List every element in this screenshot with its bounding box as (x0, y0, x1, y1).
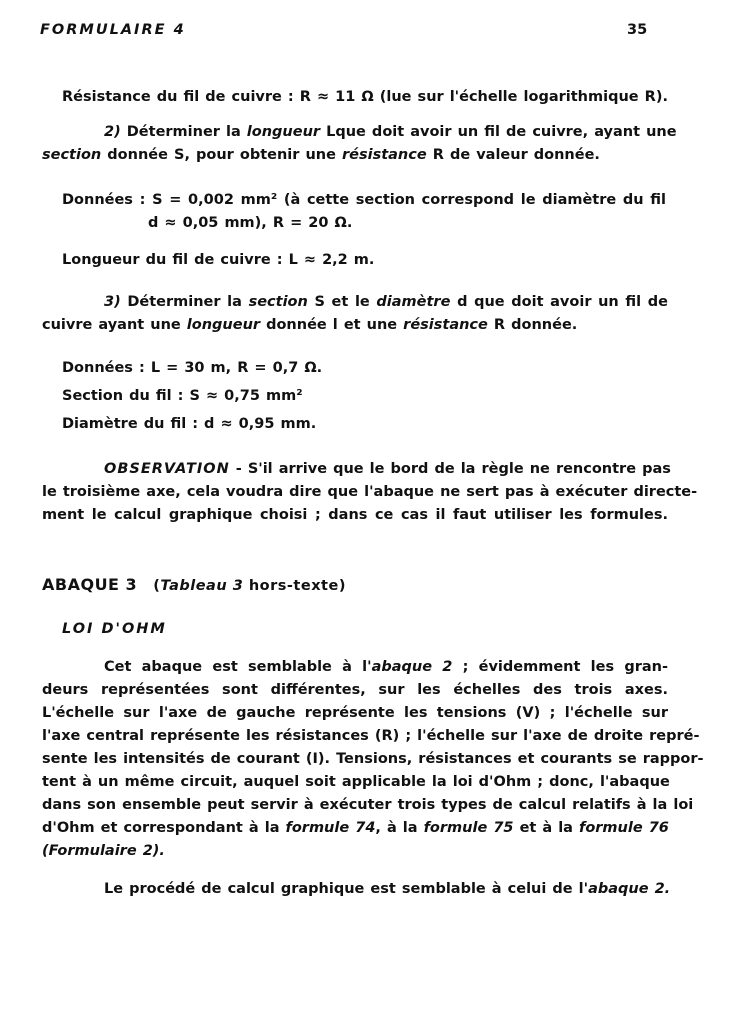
observation-label: OBSERVATION (104, 461, 230, 477)
step-2-data: Données : S = 0,002 mm² (à cette section correspond le diamètre du fil d ≈ 0,05 mm), R = 20 Ω. (62, 192, 666, 231)
section-heading: ABAQUE 3 (Tableau 3 hors-texte) (42, 575, 346, 594)
step-3-data: Données : L = 30 m, R = 0,7 Ω. Section du fil : S ≈ 0,75 mm² Diamètre du fil : d ≈ 0,95 mm. (62, 360, 323, 432)
ohm-paragraph: Cet abaque est semblable à l'abaque 2 ; évidemment les gran- deurs représentées sont différentes, sur les échelles des trois axes. L'échelle sur l'axe de gauche représente les tensions (V) ; l'échelle sur l'axe central représente les résistances (R) ; l'échelle sur l'axe de droite repré- sente les intensités de courant (I). Tensions, résistances et courants se rappor- tent à un même circuit, auquel soit applicable la loi d'Ohm ; donc, l'abaque dans son ensemble peut servir à exécuter trois types de calcul relatifs à la loi d'Ohm et correspondant à la formule 74, à la formule 75 et à la formule 76 (Formulaire 2). (42, 659, 704, 859)
resistance-result: Résistance du fil de cuivre : R ≈ 11 Ω (lue sur l'échelle logarithmique R). (62, 89, 668, 105)
section-subtitle: LOI D'OHM (62, 621, 167, 637)
wire-length-result: Longueur du fil de cuivre : L ≈ 2,2 m. (62, 252, 375, 268)
step-2-line-2: section donnée S, pour obtenir une résistance R de valeur donnée. (42, 147, 600, 163)
running-header: FORMULAIRE 4 (40, 22, 186, 38)
step-2-paragraph (42, 121, 677, 167)
page-number: 35 (627, 22, 648, 38)
step-2-line-1: 2) Déterminer la longueur Lque doit avoir un fil de cuivre, ayant une (104, 124, 677, 140)
step-3-paragraph: 3) Déterminer la section S et le diamètre d que doit avoir un fil de cuivre ayant une longueur donnée l et une résistance R donnée. (42, 294, 668, 333)
observation-paragraph: OBSERVATION - S'il arrive que le bord de la règle ne rencontre pas le troisième axe, cela voudra dire que l'abaque ne sert pas à exécuter directe- ment le calcul graphique choisi ; dans ce cas il faut utiliser les formules. (42, 461, 698, 523)
closing-sentence: Le procédé de calcul graphique est semblable à celui de l'abaque 2. (104, 881, 671, 897)
